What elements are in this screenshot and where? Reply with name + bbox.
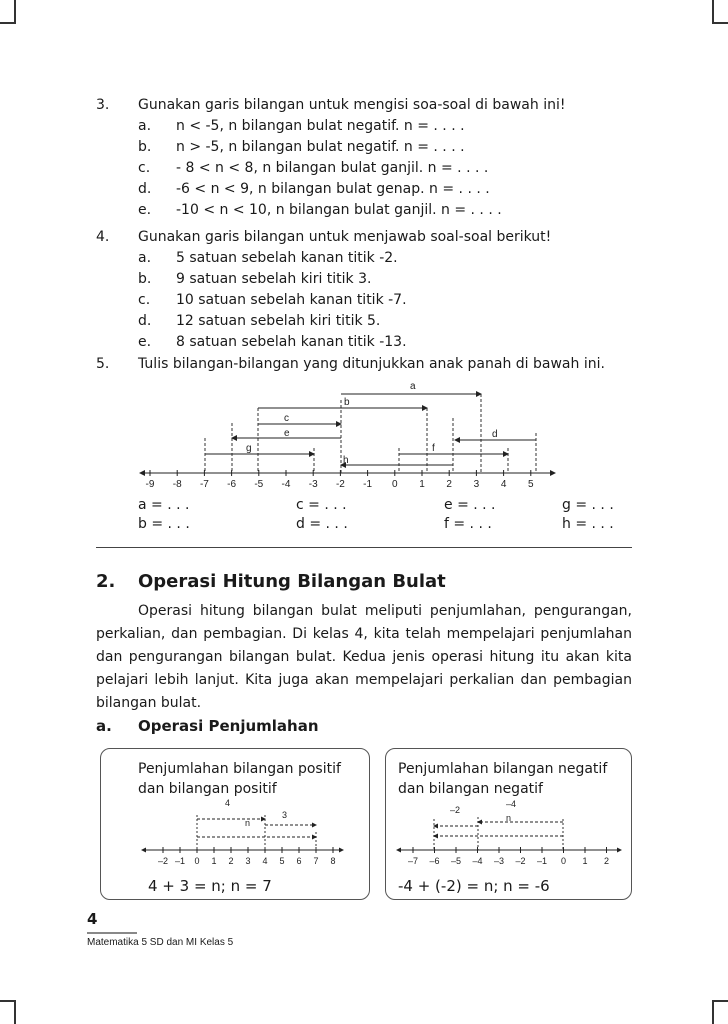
tick-label: –7	[407, 856, 419, 866]
box-title-line2: dan bilangan negatif	[398, 781, 543, 797]
item-letter: c.	[138, 292, 151, 308]
answer-d: d = . . .	[296, 516, 348, 532]
item-letter: a.	[138, 250, 152, 266]
tick-label: 7	[313, 856, 319, 866]
tick-label: -3	[308, 479, 318, 490]
answer-b: b = . . .	[138, 516, 190, 532]
answer-a: a = . . .	[138, 497, 190, 513]
tick-label: 1	[211, 856, 217, 866]
question-number: 4.	[96, 229, 110, 245]
answer-g: g = . . .	[562, 497, 614, 513]
question-3	[96, 95, 636, 221]
box-number-line	[137, 797, 347, 869]
tick-label: 3	[245, 856, 251, 866]
crop-mark	[712, 1000, 728, 1002]
subsection-heading	[96, 717, 319, 735]
section-divider	[96, 547, 632, 548]
tick-label: 4	[262, 856, 268, 866]
tick-label: 0	[194, 856, 200, 866]
paragraph-text: Operasi hitung bilangan bulat meliputi penjumlahan, pengurangan, perkalian, dan pembagian. Di kelas 4, kita telah mempelajari penjumlahan dan pengurangan bilangan bulat. Kedua jenis operasi hitung itu akan kita pelajari lebih lanjut. Kita juga akan mempelajari perkalian dan pembagian bilangan bulat.	[96, 603, 632, 711]
answer-f: f = . . .	[444, 516, 492, 532]
item-letter: e.	[138, 202, 152, 218]
item-text: n > -5, n bilangan bulat negatif. n = . . . .	[176, 139, 465, 155]
tick-label: –1	[536, 856, 548, 866]
question-text: Gunakan garis bilangan untuk menjawab soal-soal berikut!	[138, 229, 552, 245]
tick-label: –6	[429, 856, 440, 866]
arrow-label-d: d	[492, 429, 498, 440]
arrow-label-f: f	[432, 443, 435, 454]
tick-label: -2	[335, 479, 345, 490]
tick-label: -1	[363, 479, 373, 490]
crop-mark	[712, 1000, 714, 1024]
example-box-negative	[385, 748, 632, 900]
tick-label: 4	[500, 479, 507, 490]
tick-label: –5	[450, 856, 462, 866]
box-equation: 4 + 3 = n; n = 7	[148, 877, 272, 895]
tick-label: 5	[279, 856, 285, 866]
question-number: 3.	[96, 97, 110, 113]
tick-label: –2	[157, 856, 169, 866]
subsection-title: Operasi Penjumlahan	[138, 717, 319, 735]
answer-e: e = . . .	[444, 497, 496, 513]
section-title: Operasi Hitung Bilangan Bulat	[138, 571, 446, 592]
subsection-letter: a.	[96, 717, 112, 735]
label-n: n	[245, 818, 251, 828]
item-text: 9 satuan sebelah kiri titik 3.	[176, 271, 372, 287]
tick-label: 0	[560, 856, 567, 866]
item-text: 10 satuan sebelah kanan titik -7.	[176, 292, 407, 308]
answer-c: c = . . .	[296, 497, 347, 513]
item-letter: a.	[138, 118, 152, 134]
item-text: -6 < n < 9, n bilangan bulat genap. n = . . . .	[176, 181, 490, 197]
tick-label: –2	[515, 856, 526, 866]
arrow-label-h: h	[343, 455, 349, 466]
section-number: 2.	[96, 571, 116, 592]
item-text: 8 satuan sebelah kanan titik -13.	[176, 334, 407, 350]
arrow-label-a: a	[410, 381, 416, 392]
tick-label: 6	[296, 856, 302, 866]
crop-mark	[0, 1000, 16, 1002]
item-letter: d.	[138, 313, 152, 329]
tick-label: -6	[227, 479, 237, 490]
question-text: Gunakan garis bilangan untuk mengisi soa-soal di bawah ini!	[138, 97, 566, 113]
item-text: 5 satuan sebelah kanan titik -2.	[176, 250, 398, 266]
item-letter: d.	[138, 181, 152, 197]
question-number: 5.	[96, 356, 110, 372]
question-4	[96, 227, 636, 353]
footer-rule	[87, 932, 137, 934]
example-box-positive	[100, 748, 370, 900]
item-text: -10 < n < 10, n bilangan bulat ganjil. n = . . . .	[176, 202, 502, 218]
box-equation: -4 + (-2) = n; n = -6	[398, 877, 550, 895]
tick-label: 5	[528, 479, 534, 490]
tick-label: 0	[392, 479, 398, 490]
label-4: 4	[225, 798, 231, 808]
section-heading	[96, 571, 446, 592]
arrow-label-e: e	[284, 428, 290, 439]
item-letter: e.	[138, 334, 152, 350]
crop-mark	[712, 22, 728, 24]
tick-label: –3	[493, 856, 505, 866]
tick-label: 2	[603, 856, 610, 866]
label-minus-2: –2	[450, 805, 461, 815]
label-3: 3	[282, 810, 288, 820]
crop-mark	[14, 0, 16, 22]
tick-label: -7	[199, 479, 209, 490]
item-text: 12 satuan sebelah kiri titik 5.	[176, 313, 381, 329]
box-title-line1: Penjumlahan bilangan positif	[138, 761, 341, 777]
crop-mark	[14, 1000, 16, 1024]
item-letter: b.	[138, 139, 152, 155]
answer-h: h = . . .	[562, 516, 614, 532]
crop-mark	[0, 22, 16, 24]
tick-label: -8	[172, 479, 182, 490]
tick-label: -5	[254, 479, 264, 490]
page-number: 4	[87, 910, 98, 928]
tick-label: 1	[419, 479, 425, 490]
box-number-line	[394, 797, 624, 869]
item-text: - 8 < n < 8, n bilangan bulat ganjil. n = . . . .	[176, 160, 489, 176]
label-minus-4: –4	[506, 799, 517, 809]
item-text: n < -5, n bilangan bulat negatif. n = . . . .	[176, 118, 465, 134]
box-title-line2: dan bilangan positif	[138, 781, 277, 797]
tick-label: 3	[473, 479, 480, 490]
tick-label: –4	[472, 856, 483, 866]
label-n: n	[506, 813, 512, 823]
item-letter: b.	[138, 271, 152, 287]
arrow-label-g: g	[246, 443, 252, 454]
box-title-line1: Penjumlahan bilangan negatif	[398, 761, 608, 777]
question-5	[96, 354, 636, 375]
question-text: Tulis bilangan-bilangan yang ditunjukkan anak panah di bawah ini.	[138, 356, 605, 372]
tick-label: 1	[582, 856, 588, 866]
tick-label: 8	[330, 856, 336, 866]
item-letter: c.	[138, 160, 151, 176]
tick-label: 2	[446, 479, 452, 490]
tick-label: -9	[145, 479, 155, 490]
arrow-label-b: b	[344, 397, 350, 408]
tick-label: 2	[228, 856, 234, 866]
book-title: Matematika 5 SD dan MI Kelas 5	[87, 937, 234, 948]
number-line-figure	[130, 378, 570, 498]
crop-mark	[712, 0, 714, 22]
section-paragraph	[96, 600, 632, 715]
tick-label: -4	[281, 479, 291, 490]
tick-label: –1	[174, 856, 186, 866]
arrow-label-c: c	[284, 413, 289, 424]
